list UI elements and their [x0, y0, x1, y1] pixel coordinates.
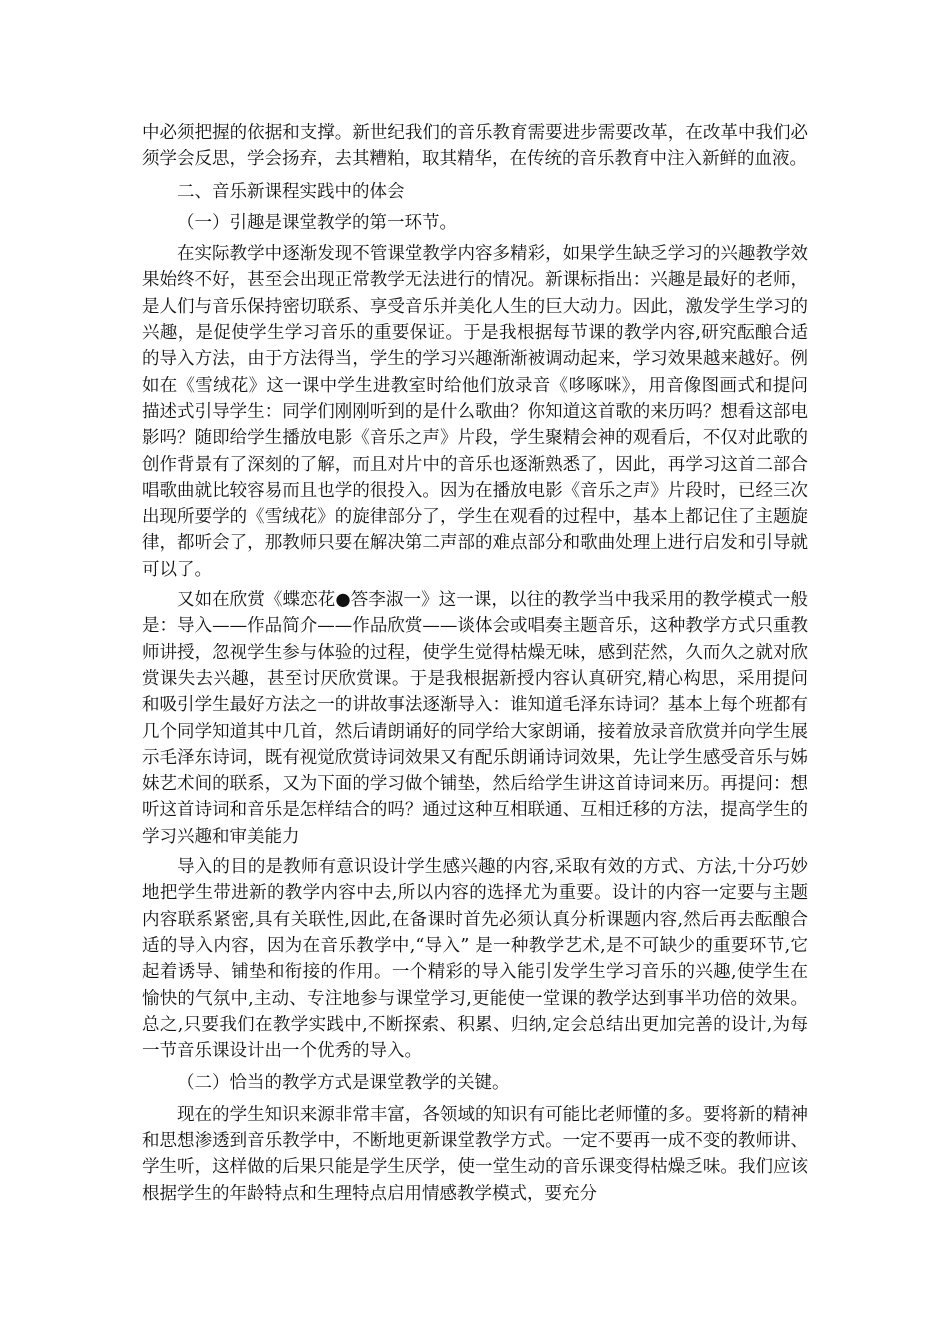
paragraph-continuation: 中必须把握的依据和支撑。新世纪我们的音乐教育需要进步需要改革，在改革中我们必须学会反思，学会扬弃，去其糟粕，取其精华，在传统的音乐教育中注入新鲜的血液。	[142, 123, 808, 170]
section-heading-2: 二、音乐新课程实践中的体会	[177, 181, 405, 202]
paragraph-lead-in-purpose: 导入的目的是教师有意识设计学生感兴趣的内容,采取有效的方式、方法,十分巧妙地把学生带进新的教学内容中去,所以内容的选择尤为重要。设计的内容一定要与主题内容联系紧密,具有关联性,因此,在备课时首先必须认真分析课题内容,然后再去酝酿合适的导入内容，因为在音乐教学中,“导入” 是一种教学艺术,是不可缺少的重要环节,它起着诱导、铺垫和衔接的作用。一个精彩的导入能引发学生学习音乐的兴趣,使学生在愉快的气氛中,主动、专注地参与课堂学习,更能使一堂课的教学达到事半功倍的效果。总之,只要我们在教学实践中,不断探索、积累、归纳,定会总结出更加完善的设计,为每一节音乐课设计出一个优秀的导入。	[142, 857, 808, 1062]
subsection-heading-1: （一）引趣是课堂教学的第一环节。	[177, 212, 457, 233]
subsection-heading-2: （二）恰当的教学方式是课堂教学的关键。	[177, 1073, 510, 1094]
paragraph-interest-intro: 在实际教学中逐渐发现不管课堂教学内容多精彩，如果学生缺乏学习的兴趣教学效果始终不好，甚至会出现正常教学无法进行的情况。新课标指出：兴趣是最好的老师，是人们与音乐保持密切联系、享受音乐并美化人生的巨大动力。因此，激发学生学习的兴趣，是促使学生学习音乐的重要保证。于是我根据每节课的教学内容,研究酝酿合适的导入方法，由于方法得当，学生的学习兴趣渐渐被调动起来，学习效果越来越好。例如在《雪绒花》这一课中学生进教室时给他们放录音《哆啄咪》，用音像图画式和提问描述式引导学生：同学们刚刚听到的是什么歌曲？你知道这首歌的来历吗？想看这部电影吗？随即给学生播放电影《音乐之声》片段，学生聚精会神的观看后，不仅对此歌的创作背景有了深刻的了解，而且对片中的音乐也逐渐熟悉了，因此，再学习这首二部合唱歌曲就比较容易而且也学的很投入。因为在播放电影《音乐之声》片段时，已经三次出现所要学的《雪绒花》的旋律部分了，学生在观看的过程中，基本上都记住了主题旋律，都听会了，那教师只要在解决第二声部的难点部分和歌曲处理上进行启发和引导就可以了。	[142, 244, 808, 580]
document-page	[142, 120, 808, 1209]
paragraph-appreciation-example: 又如在欣赏《蝶恋花●答李淑一》这一课，以往的教学当中我采用的教学模式一般是：导入——作品简介——作品欣赏——谈体会或唱奏主题音乐，这种教学方式只重教师讲授，忽视学生参与体验的过程，使学生觉得枯燥无味，感到茫然，久而久之就对欣赏课失去兴趣，甚至讨厌欣赏课。于是我根据新授内容认真研究,精心构思，采用提问和吸引学生最好方法之一的讲故事法逐渐导入：谁知道毛泽东诗词？基本上每个班都有几个同学知道其中几首，然后请朗诵好的同学给大家朗诵，接着放录音欣赏并向学生展示毛泽东诗词，既有视觉欣赏诗词效果又有配乐朗诵诗词效果，先让学生感受音乐与姊妹艺术间的联系，又为下面的学习做个铺垫，然后给学生讲这首诗词来历。再提问：想听这首诗词和音乐是怎样结合的吗？通过这种互相联通、互相迁移的方法，提高学生的学习兴趣和审美能力	[142, 590, 808, 847]
paragraph-teaching-methods: 现在的学生知识来源非常丰富，各领域的知识有可能比老师懂的多。要将新的精神和思想渗透到音乐教学中，不断地更新课堂教学方式。一定不要再一成不变的教师讲、学生听，这样做的后果只能是学生厌学，使一堂生动的音乐课变得枯燥乏味。我们应该根据学生的年龄特点和生理特点启用情感教学模式，要充分	[142, 1104, 808, 1204]
